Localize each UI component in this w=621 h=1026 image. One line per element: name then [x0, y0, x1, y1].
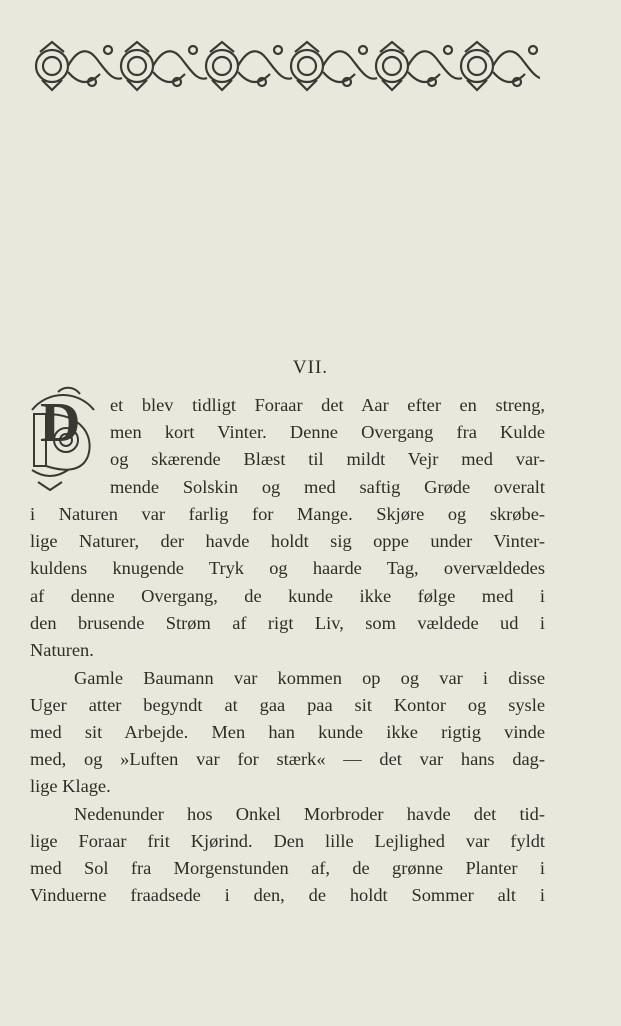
text-line: med Sol fra Morgenstunden af, de grønne Planter i — [30, 858, 545, 878]
text-line: den brusende Strøm af rigt Liv, som vældede ud i — [30, 613, 545, 633]
text-line: Nedenunder hos Onkel Morbroder havde det tid- — [74, 804, 545, 824]
text-line: lige Foraar frit Kjørind. Den lille Lejlighed var fyldt — [30, 831, 545, 851]
text-line: med sit Arbejde. Men han kunde ikke rigtig vinde — [30, 722, 545, 742]
text-line: kuldens knugende Tryk og haarde Tag, overvældedes — [30, 558, 545, 578]
text-line: af denne Overgang, de kunde ikke følge med i — [30, 586, 545, 606]
drop-cap-letter: D — [40, 392, 81, 454]
text-line: et blev tidligt Foraar det Aar efter en streng, — [110, 395, 545, 415]
chapter-number: VII. — [292, 357, 329, 378]
text-line: Naturen. — [30, 640, 94, 660]
text-line: og skærende Blæst til mildt Vejr med var- — [110, 449, 545, 469]
text-line: mende Solskin og med saftig Grøde overalt — [110, 477, 545, 497]
text-line: men kort Vinter. Denne Overgang fra Kulde — [110, 422, 545, 442]
text-line: Gamle Baumann var kommen op og var i disse — [74, 668, 545, 688]
text-line: i Naturen var farlig for Mange. Skjøre og skrøbe- — [30, 504, 545, 524]
text-line: lige Klage. — [30, 776, 111, 796]
text-line: Uger atter begyndt at gaa paa sit Kontor og sysle — [30, 695, 545, 715]
text-line: Vinduerne fraadsede i den, de holdt Sommer alt i — [30, 885, 545, 905]
text-line: med, og »Luften var for stærk« — det var hans dag- — [30, 749, 545, 769]
text-line: lige Naturer, der havde holdt sig oppe under Vinter- — [30, 531, 545, 551]
header-ornament — [30, 38, 540, 94]
